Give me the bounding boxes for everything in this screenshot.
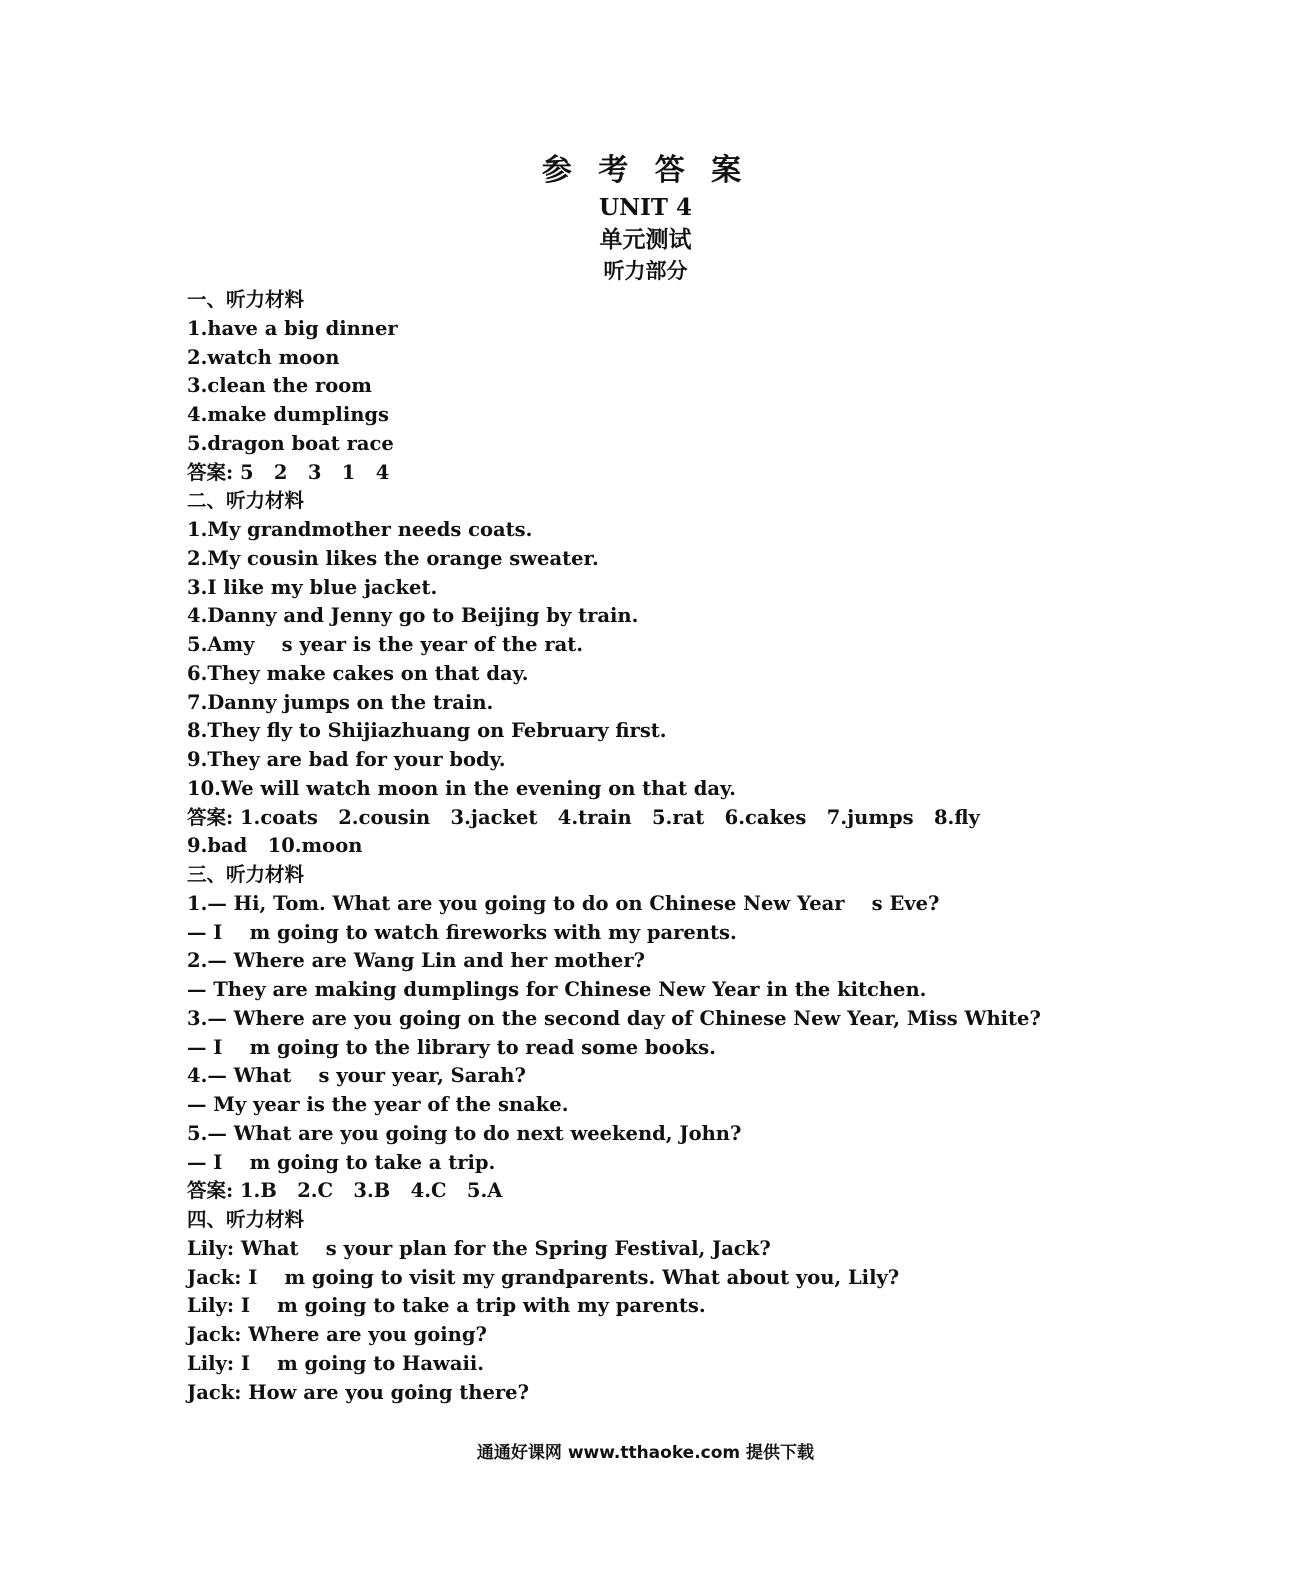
text-line: 4.make dumplings [187, 403, 390, 426]
text-line: 3.I like my blue jacket. [187, 575, 438, 599]
text-line: 1.My grandmother needs coats. [187, 518, 533, 541]
text-line: 5.— What are you going to do next weekend, John? [187, 1121, 742, 1145]
text-line: 2.— Where are Wang Lin and her mother? [187, 949, 646, 973]
answer-line: 答案: 5 2 3 1 4 [187, 460, 390, 484]
text-line: 1.— Hi, Tom. What are you going to do on Chinese New Year s Eve? [187, 891, 940, 915]
text-line: 3.clean the room [187, 374, 372, 398]
test-heading: 单元测试 [599, 226, 692, 253]
answer-line: 答案: 1.coats 2.cousin 3.jacket 4.train 5.rat 6.cakes 7.jumps 8.fly [187, 805, 980, 829]
text-line: 7.Danny jumps on the train. [187, 690, 494, 714]
text-line: 6.They make cakes on that day. [187, 661, 529, 685]
section-heading-4: 四、听力材料 [187, 1208, 305, 1231]
page-title: 参 考 答 案 [541, 153, 750, 188]
part-heading: 听力部分 [603, 258, 688, 283]
text-line: Jack: How are you going there? [187, 1380, 529, 1404]
text-line: 3.— Where are you going on the second day of Chinese New Year, Miss White? [187, 1006, 1041, 1030]
text-line: 9.They are bad for your body. [187, 748, 506, 771]
text-line: 5.Amy s year is the year of the rat. [187, 633, 584, 656]
section-heading-1: 一、听力材料 [187, 288, 305, 311]
text-line: 1.have a big dinner [187, 316, 398, 340]
answer-content [187, 286, 1187, 1407]
section-heading-2: 二、听力材料 [187, 489, 305, 513]
answer-line: 答案: 1.B 2.C 3.B 4.C 5.A [187, 1179, 503, 1203]
text-line: — I m going to the library to read some books. [187, 1035, 716, 1059]
text-line: — They are making dumplings for Chinese New Year in the kitchen. [187, 978, 927, 1001]
text-line: Lily: I m going to take a trip with my parents. [187, 1294, 706, 1318]
text-line: 4.Danny and Jenny go to Beijing by train. [187, 604, 639, 628]
text-line: — I m going to watch fireworks with my parents. [187, 920, 737, 944]
unit-heading: UNIT 4 [599, 194, 692, 221]
answer-line: 9.bad 10.moon [187, 834, 363, 858]
text-line: Lily: I m going to Hawaii. [187, 1351, 485, 1375]
text-line: Jack: Where are you going? [187, 1323, 487, 1346]
text-line: — My year is the year of the snake. [187, 1093, 569, 1116]
text-line: 8.They fly to Shijiazhuang on February first. [187, 719, 667, 743]
text-line: Lily: What s your plan for the Spring Festival, Jack? [187, 1236, 771, 1260]
text-line: — I m going to take a trip. [187, 1150, 496, 1174]
text-line: 5.dragon boat race [187, 431, 394, 455]
text-line: 10.We will watch moon in the evening on that day. [187, 776, 736, 800]
section-heading-3: 三、听力材料 [187, 863, 305, 886]
text-line: 4.— What s your year, Sarah? [187, 1064, 526, 1088]
footer-source: 通通好课网 www.tthaoke.com 提供下载 [476, 1443, 815, 1463]
text-line: Jack: I m going to visit my grandparents. What about you, Lily? [187, 1265, 900, 1289]
text-line: 2.My cousin likes the orange sweater. [187, 546, 599, 570]
text-line: 2.watch moon [187, 345, 340, 369]
